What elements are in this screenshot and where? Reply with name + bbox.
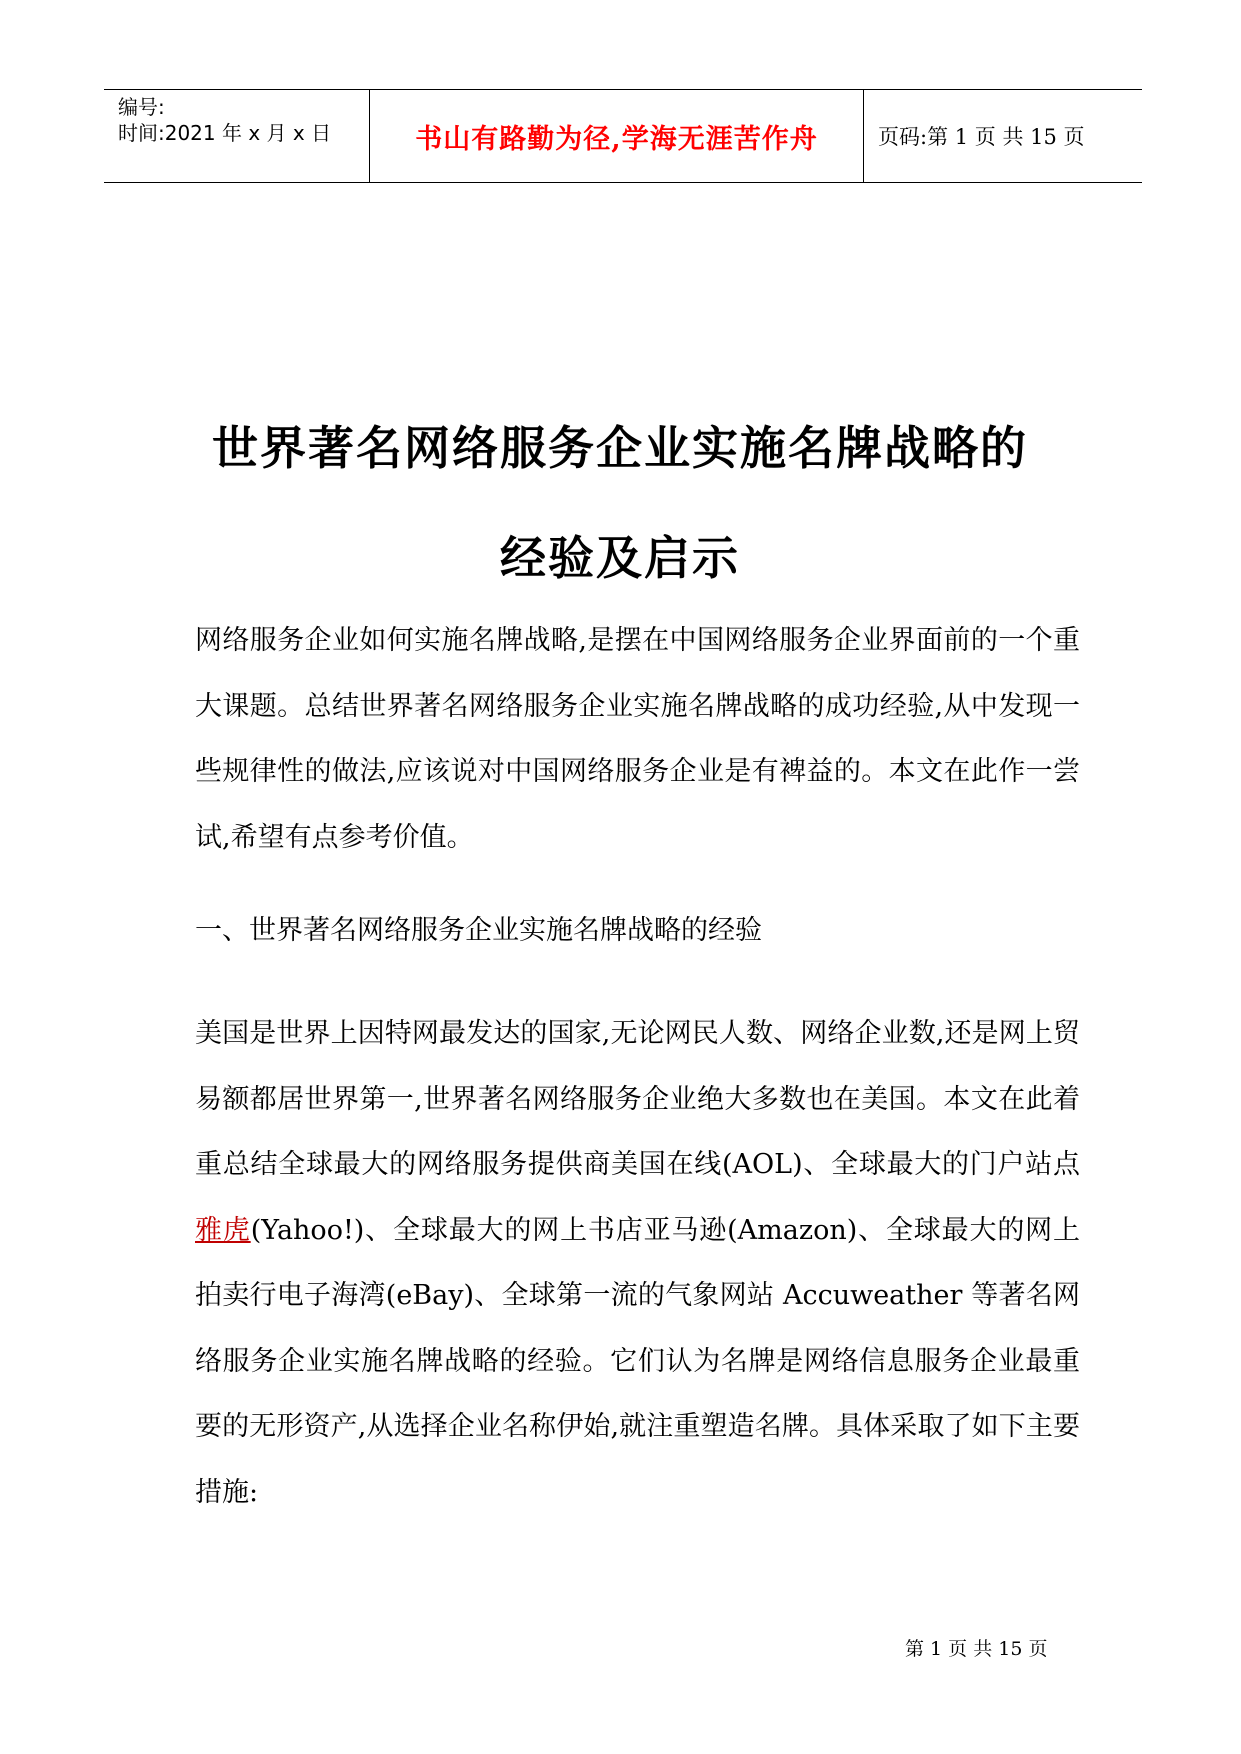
page-footer: 第 1 页 共 15 页: [905, 1638, 1048, 1660]
header-motto: 书山有路勤为径,学海无涯苦作舟: [370, 90, 864, 182]
paragraph-text: 美国是世界上因特网最发达的国家,无论网民人数、网络企业数,还是网上贸易额都居世界第一,世界著名网络服务企业绝大多数也在美国。本文在此着重总结全球最大的网络服务提供商美国在线(AOL)、全球最大的门户站点: [195, 1018, 1080, 1180]
header-time-label: 时间:2021 年 x 月 x 日: [118, 121, 332, 145]
intro-paragraph: 网络服务企业如何实施名牌战略,是摆在中国网络服务企业界面前的一个重大课题。总结世界著名网络服务企业实施名牌战略的成功经验,从中发现一些规律性的做法,应该说对中国网络服务企业是有裨益的。本文在此作一尝试,希望有点参考价值。: [195, 625, 1080, 853]
section-heading: 一、世界著名网络服务企业实施名牌战略的经验: [195, 915, 762, 946]
document-title-line1: 世界著名网络服务企业实施名牌战略的: [212, 421, 1028, 475]
header-page-info: 页码:第 1 页 共 15 页: [878, 125, 1085, 149]
header-number-label: 编号:: [118, 95, 165, 119]
header-meta: [104, 90, 370, 182]
paragraph-text-continued: (Yahoo!)、全球最大的网上书店亚马逊(Amazon)、全球最大的网上拍卖行电子海湾(eBay)、全球第一流的气象网站 Accuweather 等著名网络服务企业实施名牌战略的经验。它们认为名牌是网络信息服务企业最重要的无形资产,从选择企业名称伊始,就注重塑造名牌。具体采取了如下主要措施:: [195, 1214, 1080, 1508]
document-title-line2: 经验及启示: [500, 531, 740, 585]
body-paragraph: [195, 1001, 1080, 1525]
page-header: [104, 89, 1142, 183]
yahoo-link[interactable]: 雅虎: [195, 1214, 251, 1246]
